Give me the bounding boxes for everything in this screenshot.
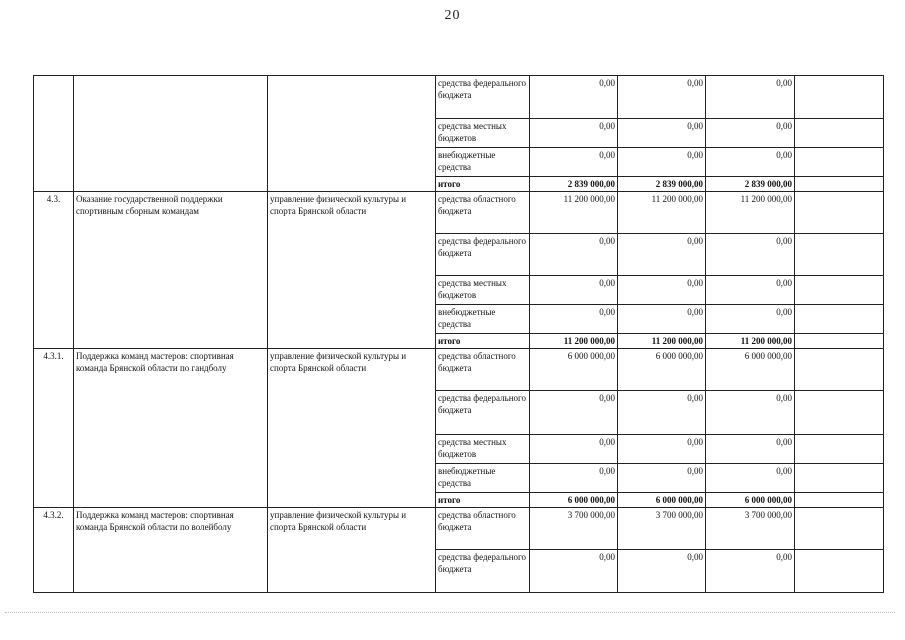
- empty-cell: [795, 305, 884, 334]
- amount-cell: 6 000 000,00: [618, 349, 706, 391]
- amount-cell: 0,00: [706, 276, 795, 305]
- item-code-cell: 4.3.1.: [34, 349, 74, 508]
- item-code-cell: [34, 76, 74, 192]
- empty-cell: [795, 148, 884, 177]
- amount-cell: 11 200 000,00: [706, 192, 795, 234]
- empty-cell: [795, 464, 884, 493]
- budget-table: [33, 75, 884, 593]
- amount-cell: 2 839 000,00: [618, 177, 706, 192]
- amount-cell: 0,00: [618, 76, 706, 119]
- funding-source-cell: средства федерального бюджета: [436, 391, 530, 435]
- amount-cell: 0,00: [706, 76, 795, 119]
- amount-cell: 0,00: [706, 391, 795, 435]
- item-name-cell: Поддержка команд мастеров: спортивная команда Брянской области по волейболу: [74, 508, 268, 593]
- amount-cell: 0,00: [530, 234, 618, 276]
- funding-source-cell: средства местных бюджетов: [436, 435, 530, 464]
- empty-cell: [795, 391, 884, 435]
- empty-cell: [795, 276, 884, 305]
- amount-cell: 0,00: [706, 305, 795, 334]
- item-code-cell: 4.3.2.: [34, 508, 74, 593]
- amount-cell: 11 200 000,00: [618, 334, 706, 349]
- funding-source-cell: внебюджетные средства: [436, 148, 530, 177]
- amount-cell: 0,00: [618, 550, 706, 593]
- amount-cell: 0,00: [530, 148, 618, 177]
- empty-cell: [795, 177, 884, 192]
- empty-cell: [795, 349, 884, 391]
- amount-cell: 0,00: [530, 276, 618, 305]
- empty-cell: [795, 493, 884, 508]
- amount-cell: 0,00: [706, 435, 795, 464]
- amount-cell: 6 000 000,00: [706, 493, 795, 508]
- amount-cell: 6 000 000,00: [706, 349, 795, 391]
- funding-source-cell: средства федерального бюджета: [436, 550, 530, 593]
- amount-cell: 0,00: [618, 119, 706, 148]
- amount-cell: 0,00: [530, 550, 618, 593]
- amount-cell: 0,00: [706, 234, 795, 276]
- amount-cell: 11 200 000,00: [530, 334, 618, 349]
- amount-cell: 0,00: [530, 391, 618, 435]
- table-row: [34, 508, 884, 550]
- item-name-cell: Поддержка команд мастеров: спортивная команда Брянской области по гандболу: [74, 349, 268, 508]
- funding-source-cell: средства федерального бюджета: [436, 76, 530, 119]
- amount-cell: 6 000 000,00: [530, 349, 618, 391]
- amount-cell: 0,00: [618, 234, 706, 276]
- executor-cell: управление физической культуры и спорта Брянской области: [268, 508, 436, 593]
- item-name-cell: [74, 76, 268, 192]
- executor-cell: управление физической культуры и спорта Брянской области: [268, 349, 436, 508]
- executor-cell: [268, 76, 436, 192]
- table-row: [34, 76, 884, 119]
- budget-table-body: [34, 76, 884, 593]
- amount-cell: 0,00: [530, 76, 618, 119]
- amount-cell: 2 839 000,00: [530, 177, 618, 192]
- amount-cell: 0,00: [530, 305, 618, 334]
- amount-cell: 2 839 000,00: [706, 177, 795, 192]
- amount-cell: 0,00: [618, 391, 706, 435]
- amount-cell: 0,00: [706, 550, 795, 593]
- table-row: [34, 349, 884, 391]
- empty-cell: [795, 234, 884, 276]
- amount-cell: 3 700 000,00: [530, 508, 618, 550]
- page-number: 20: [444, 8, 461, 23]
- item-name-cell: Оказание государственной поддержки спортивным сборным командам: [74, 192, 268, 349]
- amount-cell: 0,00: [530, 464, 618, 493]
- amount-cell: 0,00: [618, 148, 706, 177]
- funding-source-cell: внебюджетные средства: [436, 305, 530, 334]
- amount-cell: 0,00: [706, 464, 795, 493]
- amount-cell: 0,00: [618, 435, 706, 464]
- funding-source-cell: итого: [436, 334, 530, 349]
- amount-cell: 11 200 000,00: [706, 334, 795, 349]
- amount-cell: 6 000 000,00: [618, 493, 706, 508]
- funding-source-cell: средства областного бюджета: [436, 349, 530, 391]
- item-code-cell: 4.3.: [34, 192, 74, 349]
- funding-source-cell: средства местных бюджетов: [436, 276, 530, 305]
- amount-cell: 0,00: [706, 148, 795, 177]
- funding-source-cell: итого: [436, 493, 530, 508]
- empty-cell: [795, 192, 884, 234]
- empty-cell: [795, 435, 884, 464]
- funding-source-cell: средства областного бюджета: [436, 192, 530, 234]
- table-row: [34, 192, 884, 234]
- amount-cell: 0,00: [618, 305, 706, 334]
- amount-cell: 0,00: [618, 276, 706, 305]
- amount-cell: 3 700 000,00: [706, 508, 795, 550]
- funding-source-cell: средства областного бюджета: [436, 508, 530, 550]
- amount-cell: 11 200 000,00: [530, 192, 618, 234]
- empty-cell: [795, 334, 884, 349]
- executor-cell: управление физической культуры и спорта Брянской области: [268, 192, 436, 349]
- amount-cell: 0,00: [706, 119, 795, 148]
- amount-cell: 0,00: [530, 119, 618, 148]
- empty-cell: [795, 76, 884, 119]
- empty-cell: [795, 550, 884, 593]
- funding-source-cell: внебюджетные средства: [436, 464, 530, 493]
- amount-cell: 0,00: [618, 464, 706, 493]
- amount-cell: 6 000 000,00: [530, 493, 618, 508]
- funding-source-cell: средства федерального бюджета: [436, 234, 530, 276]
- scan-edge-noise: [5, 612, 895, 615]
- funding-source-cell: средства местных бюджетов: [436, 119, 530, 148]
- amount-cell: 0,00: [530, 435, 618, 464]
- amount-cell: 11 200 000,00: [618, 192, 706, 234]
- amount-cell: 3 700 000,00: [618, 508, 706, 550]
- funding-source-cell: итого: [436, 177, 530, 192]
- empty-cell: [795, 119, 884, 148]
- empty-cell: [795, 508, 884, 550]
